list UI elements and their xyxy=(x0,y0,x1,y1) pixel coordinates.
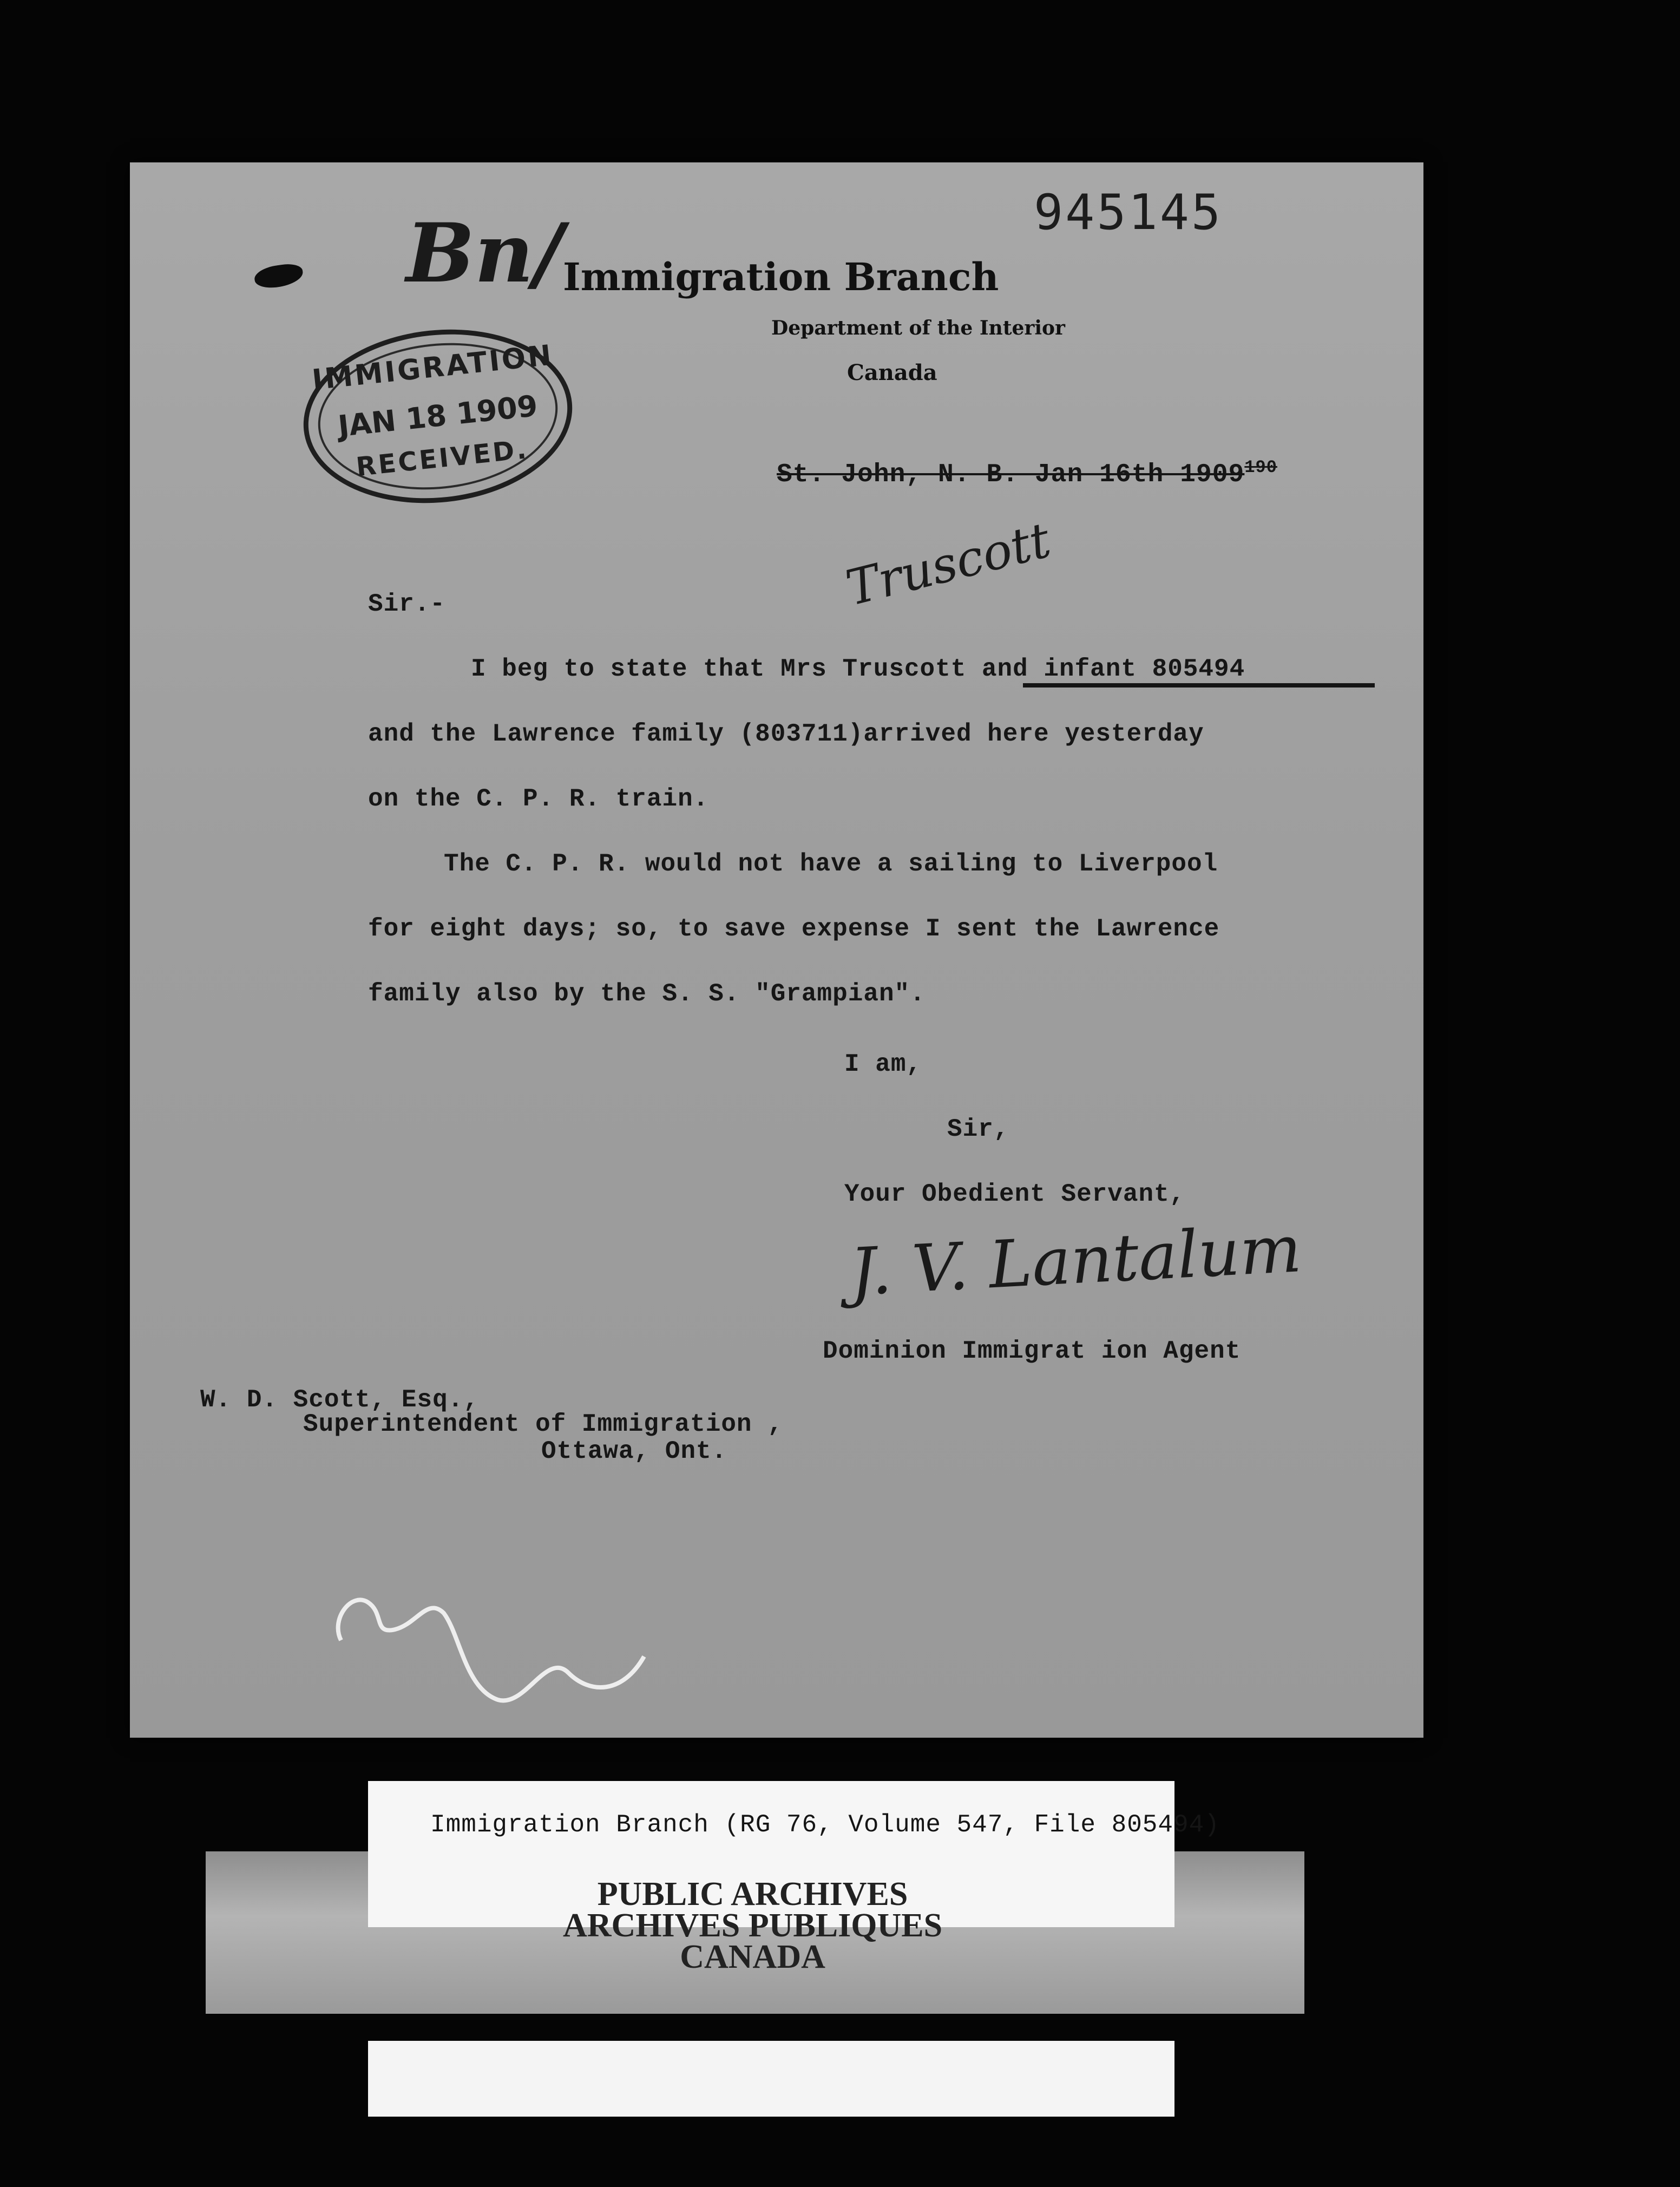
signatory-title: Dominion Immigrat ion Agent xyxy=(823,1337,1241,1365)
archive-label-bottom xyxy=(368,2041,1174,2117)
closing-line: Sir, xyxy=(947,1115,1009,1143)
dateline-text: St. John, N. B. Jan 16th 1909 xyxy=(777,460,1245,489)
ink-blot xyxy=(253,262,305,290)
archive-reference: Immigration Branch (RG 76, Volume 547, File 805494) xyxy=(430,1811,1220,1839)
handwritten-scribble xyxy=(319,1570,698,1732)
archive-stamp-line: PUBLIC ARCHIVES xyxy=(597,1876,908,1913)
dateline-printed-suffix: 190 xyxy=(1244,457,1277,477)
dateline xyxy=(777,457,1277,489)
file-number: 945145 xyxy=(1034,184,1223,241)
closing-line: Your Obedient Servant, xyxy=(844,1180,1185,1208)
salutation: Sir.- xyxy=(368,590,446,618)
letterhead-country: Canada xyxy=(847,360,937,385)
addressee-title: Superintendent of Immigration , xyxy=(303,1410,783,1438)
body-line: family also by the S. S. "Grampian". xyxy=(368,980,926,1008)
archive-stamp-line: ARCHIVES PUBLIQUES xyxy=(563,1907,943,1944)
letterhead-department: Department of the Interior xyxy=(771,317,1065,339)
initials-annotation: Bn/ xyxy=(406,206,563,301)
stamp-top-text: IMMIGRATION xyxy=(310,339,555,397)
body-line: The C. P. R. would not have a sailing to Liverpool xyxy=(444,850,1218,878)
closing-line: I am, xyxy=(844,1050,922,1078)
addressee-name: W. D. Scott, Esq., xyxy=(200,1386,479,1414)
body-line: I beg to state that Mrs Truscott and infant 805494 xyxy=(471,655,1245,683)
handwritten-correction: Truscott xyxy=(841,512,1056,617)
stamp-bottom-text: RECEIVED. xyxy=(355,434,530,483)
received-stamp xyxy=(295,317,581,516)
public-archives-stamp xyxy=(563,1878,942,1973)
body-line: and the Lawrence family (803711)arrived here yesterday xyxy=(368,720,1204,748)
body-line: for eight days; so, to save expense I sent the Lawrence xyxy=(368,915,1220,943)
signature: J. V. Lantalum xyxy=(848,1212,1303,1311)
addressee-location: Ottawa, Ont. xyxy=(541,1437,727,1465)
body-line: on the C. P. R. train. xyxy=(368,785,709,813)
archive-stamp-line: CANADA xyxy=(680,1939,825,1975)
letterhead-title: Immigration Branch xyxy=(563,254,999,299)
underline-mark xyxy=(1023,683,1375,687)
letter-page xyxy=(130,162,1423,1738)
stamp-date: JAN 18 1909 xyxy=(336,388,540,444)
